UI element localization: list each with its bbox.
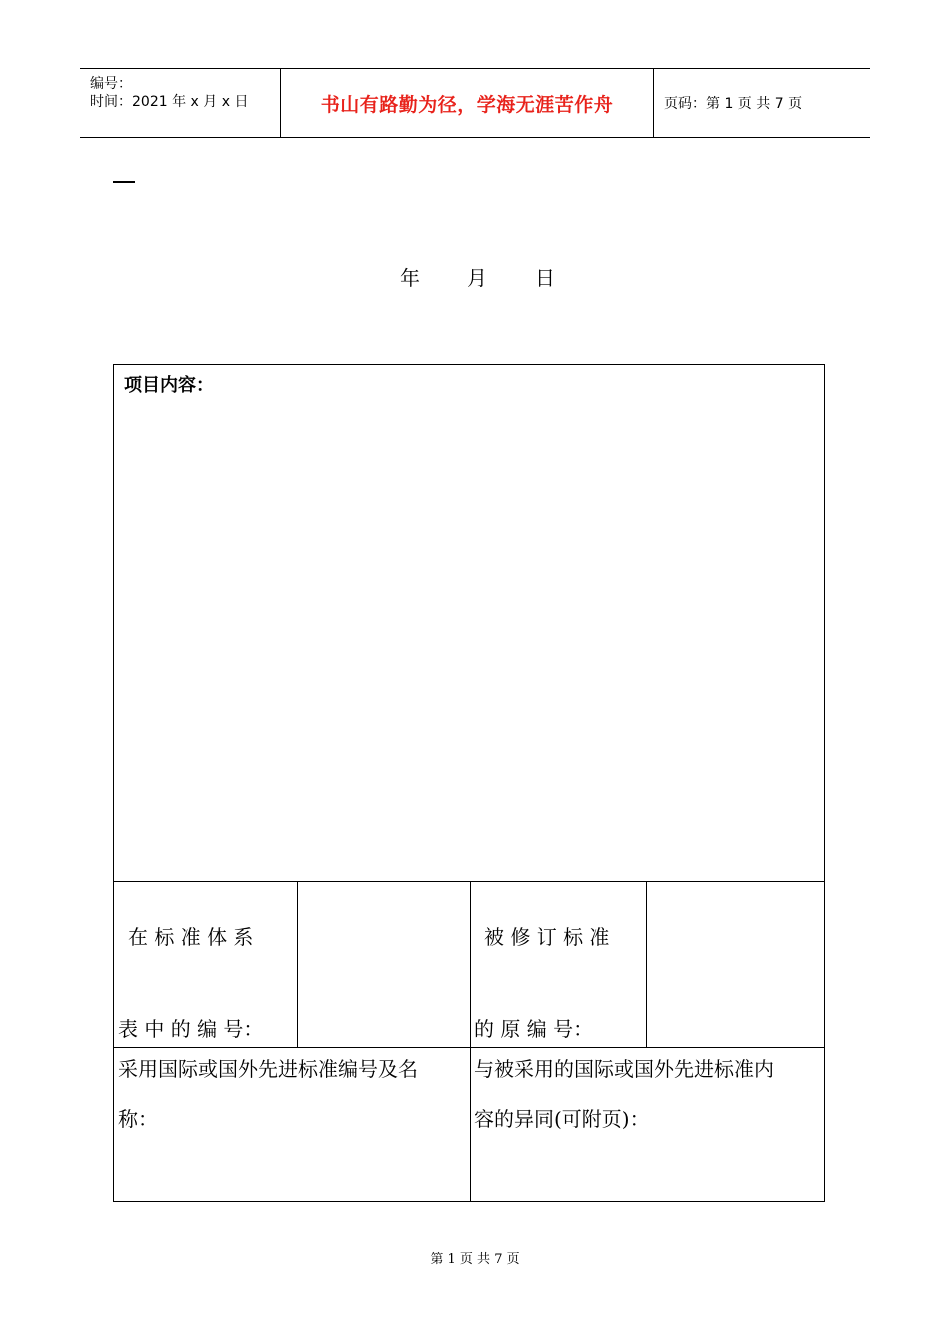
motto-text: 书山有路勤为径，学海无涯苦作舟 [320, 93, 614, 116]
project-form-table [113, 364, 825, 1202]
column-divider [297, 881, 298, 1047]
header-page-info: 页码：第 1 页 共 7 页 [664, 96, 803, 112]
column-divider [470, 881, 471, 1201]
row-divider [114, 1047, 824, 1048]
project-content-label: 项目内容： [124, 375, 214, 396]
date-year: 年 [400, 266, 420, 290]
date-month: 月 [467, 266, 487, 290]
column-divider [646, 881, 647, 1047]
diff-label-line2: 容的异同(可附页)： [474, 1107, 650, 1131]
number-label: 编号： [90, 76, 132, 92]
system-number-label-line1: 在 标 准 体 系 [128, 925, 254, 949]
header-left-cell [80, 69, 281, 137]
intl-standard-label-line2: 称： [118, 1107, 158, 1131]
revised-number-label-line1: 被 修 订 标 准 [484, 925, 610, 949]
date-day: 日 [535, 266, 555, 290]
page-footer: 第 1 页 共 7 页 [430, 1252, 520, 1267]
blank-dash [113, 181, 135, 183]
intl-standard-label-line1: 采用国际或国外先进标准编号及名 [118, 1057, 418, 1081]
revised-number-label-line2: 的 原 编 号： [474, 1017, 594, 1041]
diff-label-line1: 与被采用的国际或国外先进标准内 [474, 1057, 774, 1081]
time-label: 时间：2021 年 x 月 x 日 [90, 94, 249, 110]
header-motto-cell [281, 69, 654, 137]
row-divider [114, 881, 824, 882]
system-number-label-line2: 表 中 的 编 号： [118, 1017, 264, 1041]
page-header [80, 68, 870, 138]
